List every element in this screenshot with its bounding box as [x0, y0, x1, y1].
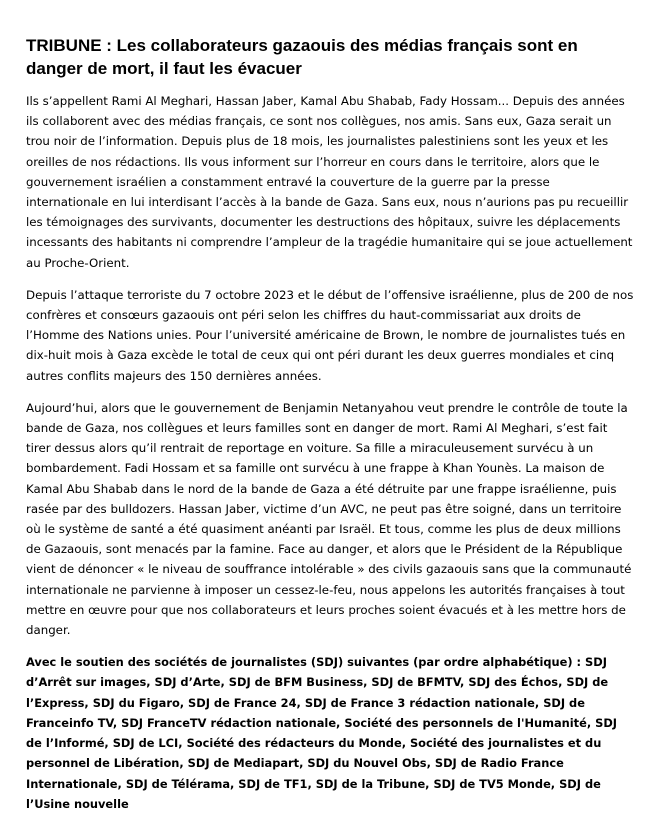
- paragraph-1: Ils s’appellent Rami Al Meghari, Hassan Jaber, Kamal Abu Shabab, Fady Hossam... Depuis des années ils collaborent avec des médias français, ce sont nos collègues, nos amis. Sans eux, Gaza serait un trou noir de l’information. Depuis plus de 18 mois, les journalistes palestiniens sont les yeux et les oreilles de nos rédactions. Ils vous informent sur l’horreur en cours dans le territoire, alors que le gouvernement israélien a constamment entravé la couverture de la guerre par la presse internationale en lui interdisant l’accès à la bande de Gaza. Sans eux, nous n’aurions pas pu recueillir les témoignages des survivants, documenter les destructions des hôpitaux, suivre les déplacements incessants des habitants ni comprendre l’ampleur de la tragédie humanitaire qui se joue actuellement au Proche-Orient.: [26, 94, 633, 270]
- support-signatories: Avec le soutien des sociétés de journalistes (SDJ) suivantes (par ordre alphabétique) : SDJ d’Arrêt sur images, SDJ d’Arte, SDJ de BFM Business, SDJ de BFMTV, SDJ des Échos, SDJ de l’Express, SDJ du Figaro, SDJ de France 24, SDJ de France 3 rédaction nationale, SDJ de Franceinfo TV, SDJ FranceTV rédaction nationale, Société des personnels de l'Humanité, SDJ de l’Informé, SDJ de LCI, Société des rédacteurs du Monde, Société des journalistes et du personnel de Libération, SDJ de Mediapart, SDJ du Nouvel Obs, SDJ de Radio France Internationale, SDJ de Télérama, SDJ de TF1, SDJ de la Tribune, SDJ de TV5 Monde, SDJ de l’Usine nouvelle: [26, 655, 618, 811]
- document-page: [26, 34, 634, 826]
- paragraph-3: Aujourd’hui, alors que le gouvernement de Benjamin Netanyahou veut prendre le contrôle de toute la bande de Gaza, nos collègues et leurs familles sont en danger de mort. Rami Al Meghari, s’est fait tirer dessus alors qu’il rentrait de reportage en voiture. Sa fille a miraculeusement survécu à un bombardement. Fadi Hossam et sa famille ont survécu à une frappe à Khan Younès. La maison de Kamal Abu Shabab dans le nord de la bande de Gaza a été détruite par une frappe israélienne, puis rasée par des bulldozers. Hassan Jaber, victime d’un AVC, ne peut pas être soigné, dans un territoire où le système de santé a été quasiment anéanti par Israël. Et tous, comme les plus de deux millions de Gazaouis, sont menacés par la famine. Face au danger, et alors que le Président de la République vient de dénoncer « le niveau de souffrance intolérable » des civils gazaouis sans que la communauté internationale ne parvienne à imposer un cessez-le-feu, nous appelons les autorités françaises à tout mettre en œuvre pour que nos collaborateurs et leurs proches soient évacués et à les mettre hors de danger.: [26, 400, 632, 638]
- article-title: TRIBUNE : Les collaborateurs gazaouis des médias français sont en danger de mort, il faut les évacuer: [26, 36, 578, 78]
- paragraph-2: Depuis l’attaque terroriste du 7 octobre 2023 et le début de l’offensive israélienne, plus de 200 de nos confrères et consœurs gazaouis ont péri selon les chiffres du haut-commissariat aux droits de l’Homme des Nations unies. Pour l’université américaine de Brown, le nombre de journalistes tués en dix-huit mois à Gaza excède le total de ceux qui ont péri durant les deux guerres mondiales et cinq autres conflits majeurs des 150 dernières années.: [26, 287, 634, 383]
